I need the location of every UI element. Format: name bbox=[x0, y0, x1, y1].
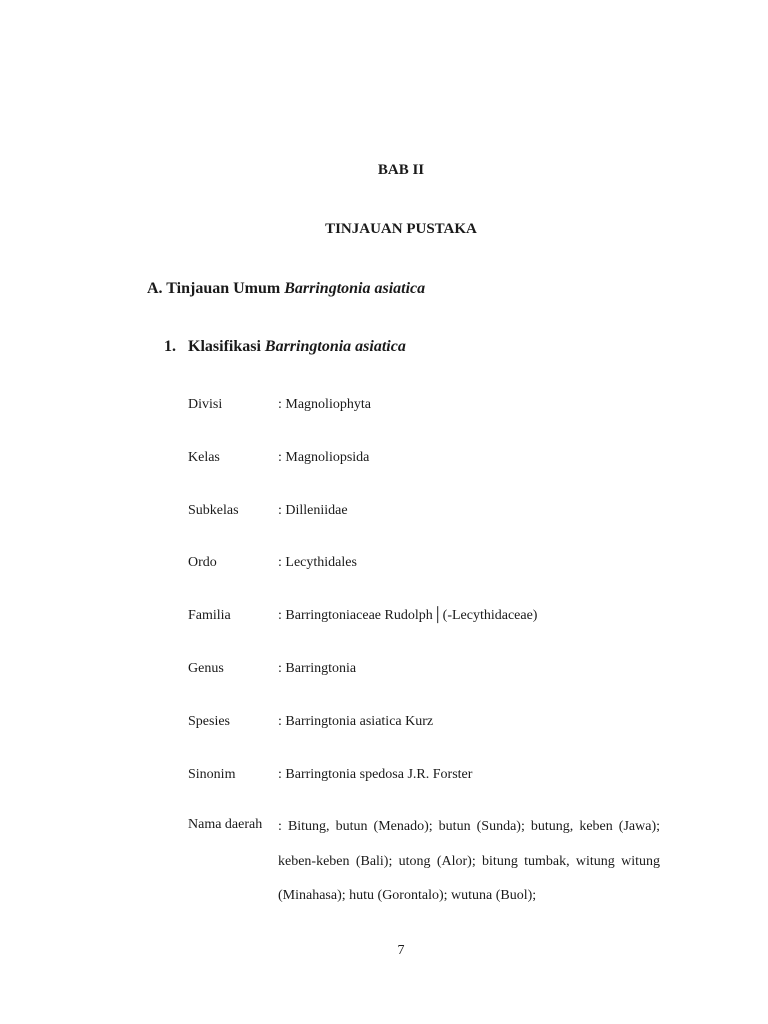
classification-label: Subkelas bbox=[188, 502, 239, 518]
classification-label: Divisi bbox=[188, 397, 223, 412]
chapter-label: BAB II bbox=[377, 162, 425, 178]
classification-label: Ordo bbox=[188, 555, 217, 571]
classification-value: : Magnoliopsida bbox=[278, 449, 370, 465]
classification-value: : Lecythidales bbox=[278, 555, 357, 571]
classification-label: Sinonim bbox=[188, 766, 236, 782]
section-heading bbox=[147, 280, 425, 298]
section-heading-prefix: A. Tinjauan Umum bbox=[147, 280, 285, 297]
classification-list bbox=[188, 395, 660, 817]
classification-row-genus bbox=[188, 659, 660, 712]
classification-label: Familia bbox=[188, 608, 231, 624]
classification-value: : Barringtonia asiatica Kurz bbox=[278, 713, 434, 729]
classification-value: : Magnoliophyta bbox=[278, 397, 371, 412]
subsection-heading-prefix: Klasifikasi bbox=[188, 338, 265, 355]
classification-row-familia bbox=[188, 606, 660, 659]
classification-row-subkelas bbox=[188, 501, 660, 554]
classification-row-spesies bbox=[188, 712, 660, 765]
classification-value: : Barringtonia bbox=[278, 660, 357, 676]
classification-label: Kelas bbox=[188, 449, 220, 465]
classification-row-divisi bbox=[188, 395, 660, 448]
page-number: 7 bbox=[397, 943, 405, 958]
classification-label: Genus bbox=[188, 660, 224, 676]
classification-value: : Barringtonia spedosa J.R. Forster bbox=[278, 766, 473, 782]
subsection-heading bbox=[164, 338, 406, 356]
section-heading-species: Barringtonia asiatica bbox=[284, 280, 426, 297]
regional-names-text: : Bitung, butun (Menado); butun (Sunda); butung, keben (Jawa); keben-keben (Bali); utong (Alor); bitung tumbak, witung witung (Minahasa); hutu (Gorontalo); wutuna (Buol); bbox=[278, 819, 660, 903]
regional-names-label: Nama daerah bbox=[188, 817, 263, 832]
chapter-title: TINJAUAN PUSTAKA bbox=[325, 221, 477, 237]
classification-row-kelas bbox=[188, 448, 660, 501]
classification-value: : Dilleniidae bbox=[278, 502, 348, 518]
subsection-number: 1. bbox=[164, 338, 176, 355]
classification-label: Spesies bbox=[188, 713, 230, 729]
classification-row-ordo bbox=[188, 553, 660, 606]
subsection-heading-species: Barringtonia asiatica bbox=[264, 338, 406, 355]
classification-value: : Barringtoniaceae Rudolph│(-Lecythidaceae) bbox=[278, 608, 538, 624]
